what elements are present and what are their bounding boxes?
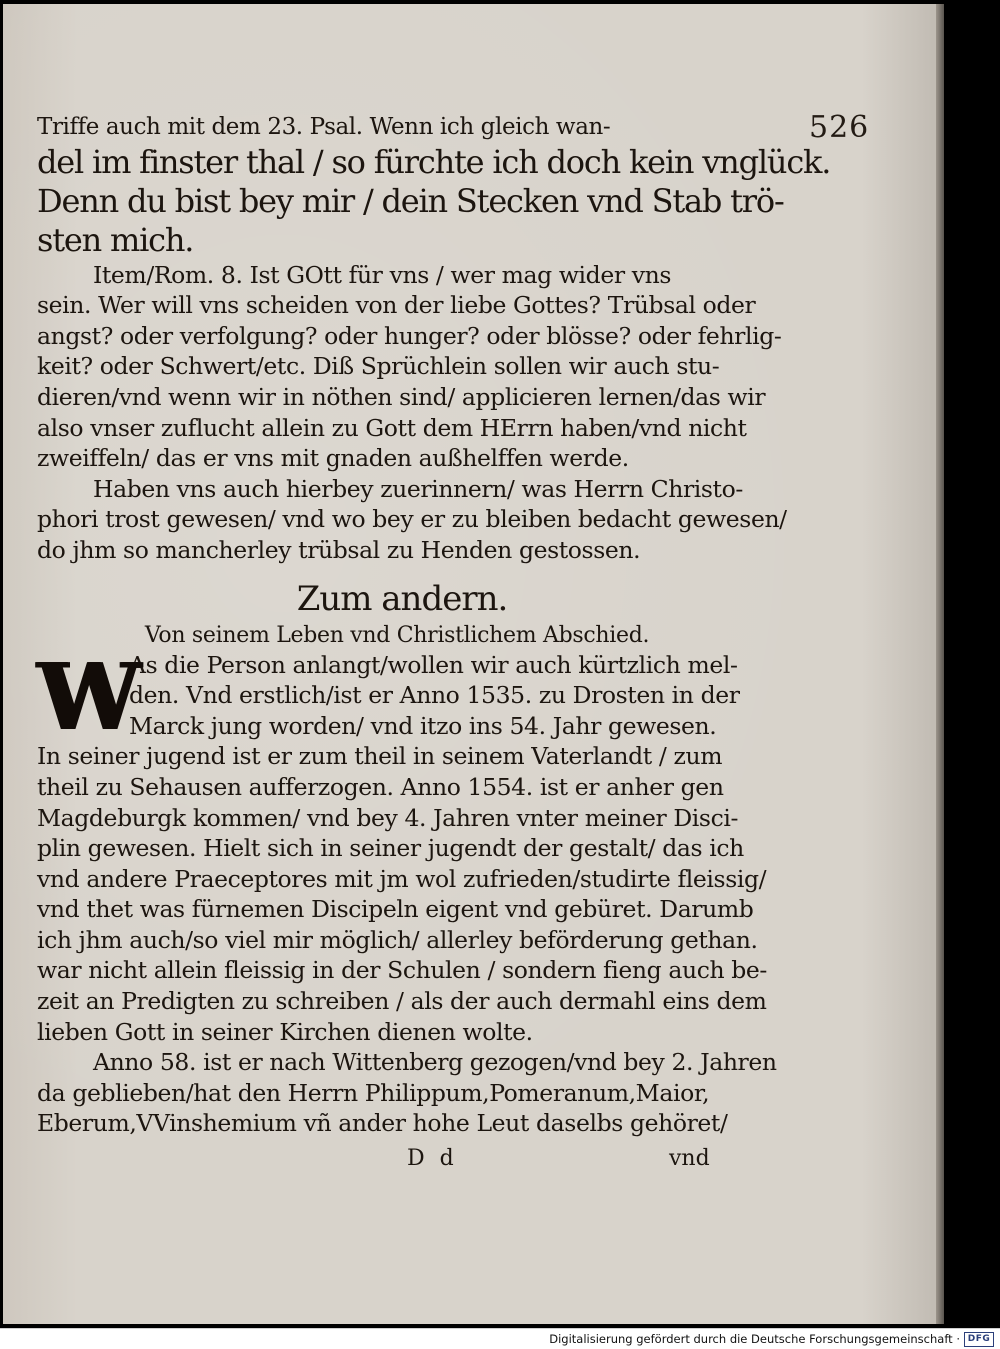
text-line: sein. Wer will vns scheiden von der liebe Gottes? Trübsal oder: [37, 291, 756, 320]
page-text: [37, 112, 831, 1139]
text-line: Eberum,VVinshemium vñ ander hohe Leut daselbs gehöret/: [37, 1109, 728, 1138]
text-line: phori trost gewesen/ vnd wo bey er zu bleiben bedacht gewesen/: [37, 505, 787, 534]
text-line: In seiner jugend ist er zum theil in seinem Vaterlandt / zum: [37, 742, 723, 771]
text-line: den. Vnd erstlich/ist er Anno 1535. zu Drosten in der: [129, 681, 740, 710]
scanned-page: [3, 4, 936, 1324]
text-line: del im finster thal / so fürchte ich doch kein vnglück.: [37, 142, 831, 181]
text-line: sten mich.: [37, 220, 194, 259]
text-line: also vnser zuflucht allein zu Gott dem HErrn haben/vnd nicht: [37, 413, 747, 442]
page-number: 526: [809, 110, 870, 145]
text-line: Haben vns auch hierbey zuerinnern/ was Herrn Christo-: [93, 474, 743, 503]
text-line: zweiffeln/ das er vns mit gnaden außhelffen werde.: [37, 444, 629, 473]
section-heading: Zum andern.: [296, 578, 508, 619]
section-subheading: Von seinem Leben vnd Christlichem Abschied.: [144, 622, 650, 648]
drop-initial: W: [37, 642, 141, 751]
text-line: Triffe auch mit dem 23. Psal. Wenn ich gleich wan-: [37, 114, 611, 140]
text-line: da geblieben/hat den Herrn Philippum,Pomeranum,Maior,: [37, 1078, 710, 1107]
text-line: Anno 58. ist er nach Wittenberg gezogen/vnd bey 2. Jahren: [93, 1048, 777, 1077]
text-line: As die Person anlangt/wollen wir auch kürtzlich mel-: [129, 650, 738, 679]
text-line: dieren/vnd wenn wir in nöthen sind/ applicieren lernen/das wir: [37, 382, 766, 411]
text-line: plin gewesen. Hielt sich in seiner jugendt der gestalt/ das ich: [37, 834, 744, 863]
text-line: vnd andere Praeceptores mit jm wol zufrieden/studirte fleissig/: [37, 864, 767, 893]
text-line: ich jhm auch/so viel mir möglich/ allerley beförderung gethan.: [37, 925, 758, 954]
funding-footer: [0, 1328, 1000, 1349]
text-line: vnd thet was fürnemen Discipeln eigent vnd gebüret. Darumb: [37, 895, 754, 924]
text-line: angst? oder verfolgung? oder hunger? oder blösse? oder fehrlig-: [37, 321, 782, 350]
text-line: Item/Rom. 8. Ist GOtt für vns / wer mag wider vns: [93, 260, 671, 289]
text-line: theil zu Sehausen aufferzogen. Anno 1554. ist er anher gen: [37, 772, 724, 801]
text-line: Denn du bist bey mir / dein Stecken vnd Stab trö-: [37, 181, 784, 220]
drop-cap-paragraph: [37, 642, 767, 1048]
signature-mark: D d: [407, 1146, 458, 1171]
funding-credit: Digitalisierung gefördert durch die Deutsche Forschungsgemeinschaft ·: [549, 1332, 960, 1346]
catchword-line: [37, 1144, 727, 1174]
text-line: zeit an Predigten zu schreiben / als der auch dermahl eins dem: [37, 987, 767, 1016]
page-edge-shadow: [936, 4, 944, 1324]
catchword: vnd: [669, 1146, 710, 1171]
text-line: war nicht allein fleissig in der Schulen / sondern fieng auch be-: [37, 956, 767, 985]
text-line: Magdeburgk kommen/ vnd bey 4. Jahren vnter meiner Disci-: [37, 803, 738, 832]
dfg-logo-icon: DFG: [964, 1332, 994, 1347]
text-line: keit? oder Schwert/etc. Diß Sprüchlein sollen wir auch stu-: [37, 352, 720, 381]
text-line: lieben Gott in seiner Kirchen dienen wolte.: [37, 1017, 533, 1046]
text-line: Marck jung worden/ vnd itzo ins 54. Jahr gewesen.: [129, 711, 717, 740]
text-line: do jhm so mancherley trübsal zu Henden gestossen.: [37, 535, 641, 564]
